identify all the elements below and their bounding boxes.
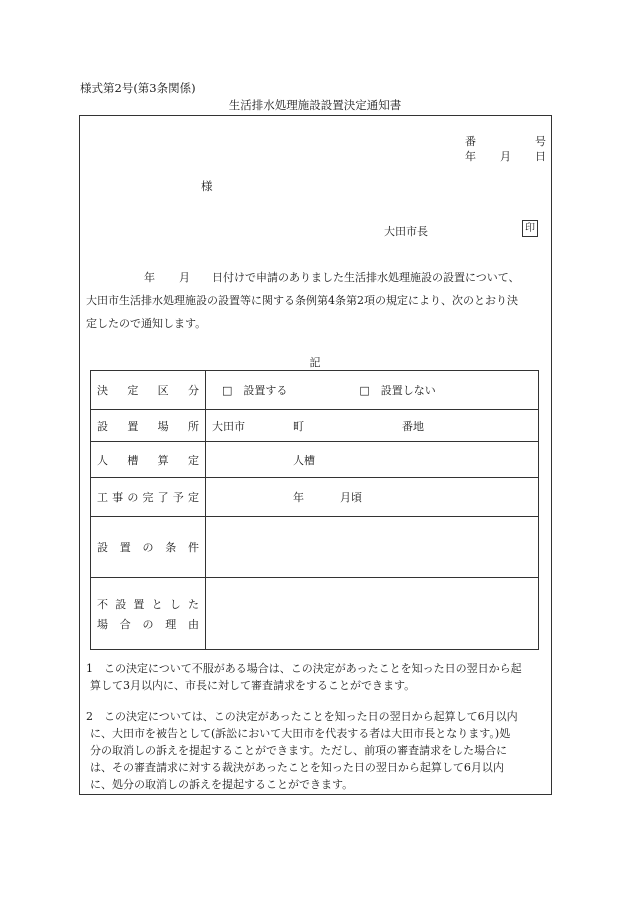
label-char: 設 (115, 597, 127, 611)
label-char: 定 (187, 491, 199, 504)
row-label (91, 410, 206, 442)
seal-stamp: 印 (522, 220, 538, 237)
label-char: 所 (187, 419, 199, 433)
label-char: 不 (97, 597, 108, 611)
label-char: の (127, 491, 139, 504)
date-day-label: 日 (535, 150, 546, 163)
label-char: 工 (97, 491, 108, 504)
date-month-label: 月 (500, 150, 511, 163)
table-row (91, 478, 539, 517)
label-char: 置 (127, 419, 139, 433)
label-char: 了 (157, 491, 169, 504)
row-value (206, 478, 539, 517)
label-text (97, 489, 199, 505)
label-char: 定 (187, 453, 199, 467)
label-text-line2 (97, 616, 199, 632)
addressee-honorific: 様 (201, 179, 213, 193)
date-year-label: 年 (465, 150, 476, 163)
label-char: 設 (97, 419, 108, 433)
label-char: 分 (187, 384, 199, 397)
note-1-line-1: 1 この決定について不服がある場合は、この決定があったことを知った日の翌日から起 (86, 662, 522, 675)
label-char: し (169, 597, 181, 611)
row-value (206, 442, 539, 478)
row-value (206, 371, 539, 410)
row-value (206, 517, 539, 578)
label-char: 置 (133, 597, 145, 611)
note-1 (86, 660, 546, 694)
label-char: 槽 (127, 453, 139, 467)
document-number-row (465, 133, 546, 149)
note-2-line-1: 2 この決定については、この決定があったことを知った日の翌日から起算して6月以内 (86, 710, 518, 723)
form-number-label: 様式第2号(第3条関係) (80, 81, 196, 95)
label-char: 場 (97, 617, 108, 631)
body-paragraph (86, 266, 546, 335)
label-char: 定 (127, 384, 139, 397)
label-char: た (187, 597, 199, 611)
label-char: 置 (119, 541, 131, 554)
body-year: 年 (144, 271, 155, 284)
document-title: 生活排水処理施設設置決定通知書 (228, 98, 402, 112)
label-text (97, 539, 199, 555)
completion-year: 年 (293, 491, 304, 504)
row-label (91, 442, 206, 478)
label-text (97, 452, 199, 468)
label-char: 件 (188, 541, 199, 554)
location-machi: 町 (293, 419, 304, 433)
row-value (206, 578, 539, 650)
body-line-2: 大田市生活排水処理施設の設置等に関する条例第4条第2項の規定により、次のとおり決 (86, 294, 518, 307)
body-line-1 (86, 266, 546, 289)
issuer-name: 大田市長 (384, 225, 428, 238)
label-char: 場 (157, 419, 169, 433)
label-char: と (151, 597, 163, 611)
note-2 (86, 708, 546, 793)
label-char: 条 (165, 541, 177, 554)
label-text (97, 418, 199, 434)
label-char: 事 (112, 491, 124, 504)
option-not-install[interactable]: □ 設置しない (359, 384, 436, 397)
row-label (91, 478, 206, 517)
label-text-line1 (97, 596, 199, 612)
label-char: の (142, 617, 154, 631)
completion-month: 月頃 (340, 491, 362, 504)
tank-capacity-unit: 人槽 (293, 453, 315, 467)
label-char: 区 (157, 384, 169, 397)
note-1-line-2: 算して3月以内に、市長に対して審査請求をすることができます。 (90, 679, 416, 692)
label-char: 設 (97, 541, 108, 554)
label-char: 人 (97, 453, 108, 467)
row-label (91, 578, 206, 650)
table-row (91, 371, 539, 410)
ban-label: 番 (465, 135, 476, 148)
body-month: 月 (179, 271, 190, 284)
note-2-line-4: は、その審査請求に対する裁決があったことを知った日の翌日から起算して6月以内 (90, 761, 504, 774)
go-label: 号 (535, 135, 546, 148)
label-char: 算 (157, 453, 169, 467)
row-label (91, 371, 206, 410)
table-row (91, 578, 539, 650)
table-row (91, 442, 539, 478)
label-char: 由 (188, 617, 199, 631)
label-char: 決 (97, 384, 108, 397)
body-line1-text: 日付けで申請のありました生活排水処理施設の設置について、 (212, 271, 520, 284)
body-line-3: 定したので通知します。 (86, 317, 207, 330)
row-label (91, 517, 206, 578)
decision-table (90, 370, 539, 650)
table-row (91, 517, 539, 578)
table-row (91, 410, 539, 442)
location-city: 大田市 (212, 419, 245, 433)
label-char: 予 (172, 491, 184, 504)
note-2-line-5: に、処分の取消しの訴えを提起することができます。 (90, 778, 354, 791)
location-banchi: 番地 (402, 419, 424, 433)
label-char: 完 (142, 491, 154, 504)
ki-heading: 記 (309, 356, 321, 369)
label-char: 理 (165, 617, 177, 631)
issue-date-row (465, 148, 546, 164)
row-value (206, 410, 539, 442)
note-2-line-2: に、大田市を被告として(訴訟において大田市を代表する者は大田市長となります。)処 (90, 727, 511, 740)
label-char: の (142, 541, 154, 554)
option-install[interactable]: □ 設置する (222, 384, 288, 397)
note-2-line-3: 分の取消しの訴えを提起することができます。ただし、前項の審査請求をした場合に (90, 744, 508, 757)
label-text (97, 382, 199, 398)
label-char: 合 (119, 617, 131, 631)
